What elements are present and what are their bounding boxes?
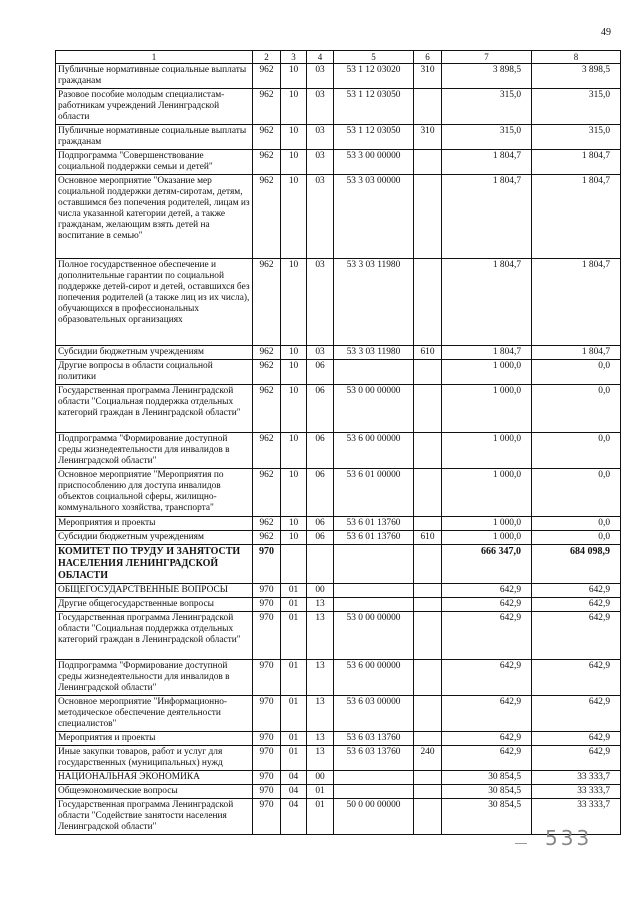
table-cell-csr	[334, 785, 414, 799]
table-cell-pr	[307, 545, 334, 584]
table-row	[56, 732, 621, 746]
table-cell-name: Основное мероприятие "Мероприятия по приспособлению для доступа инвалидов объектов социальной сферы, жилищно-коммунального хозяйства, транспорта"	[56, 469, 253, 517]
table-cell-csr: 53 3 03 00000	[334, 175, 414, 259]
table-row	[56, 360, 621, 385]
stamp-dash	[515, 843, 527, 844]
table-cell-vr	[414, 469, 442, 517]
table-cell-v2020: 3 898,5	[532, 64, 621, 89]
table-cell-vr: 610	[414, 346, 442, 360]
table-cell-pr: 03	[307, 346, 334, 360]
table-cell-vr	[414, 385, 442, 433]
table-cell-adm: 970	[253, 696, 281, 732]
table-cell-v2020: 0,0	[532, 469, 621, 517]
table-cell-adm: 962	[253, 259, 281, 346]
table-cell-v2020: 0,0	[532, 531, 621, 545]
table-cell-pr: 06	[307, 433, 334, 469]
table-cell-csr: 50 0 00 00000	[334, 799, 414, 835]
table-row	[56, 385, 621, 433]
table-cell-pr: 03	[307, 259, 334, 346]
table-cell-name: Мероприятия и проекты	[56, 517, 253, 531]
table-cell-adm: 970	[253, 598, 281, 612]
table-cell-v2020: 642,9	[532, 660, 621, 696]
table-cell-pr: 03	[307, 150, 334, 175]
table-row	[56, 433, 621, 469]
table-cell-rz: 10	[281, 125, 307, 150]
table-cell-name: Публичные нормативные социальные выплаты гражданам	[56, 64, 253, 89]
table-cell-adm: 970	[253, 785, 281, 799]
table-row	[56, 612, 621, 660]
page-number: 49	[601, 27, 611, 38]
table-cell-adm: 970	[253, 732, 281, 746]
table-cell-csr: 53 6 03 00000	[334, 696, 414, 732]
table-cell-v2019: 1 804,7	[442, 259, 532, 346]
table-cell-v2019: 642,9	[442, 584, 532, 598]
table-cell-v2019: 1 000,0	[442, 517, 532, 531]
table-cell-v2020: 0,0	[532, 517, 621, 531]
table-cell-v2020: 642,9	[532, 732, 621, 746]
table-row	[56, 517, 621, 531]
table-row	[56, 598, 621, 612]
table-cell-name: Разовое пособие молодым специалистам-работникам учреждений Ленинградской области	[56, 89, 253, 125]
header-row	[56, 51, 621, 64]
table-cell-name: Общеэкономические вопросы	[56, 785, 253, 799]
table-cell-csr: 53 1 12 03050	[334, 89, 414, 125]
table-cell-v2019: 1 000,0	[442, 531, 532, 545]
table-cell-pr: 06	[307, 531, 334, 545]
table-cell-vr: 610	[414, 531, 442, 545]
table-cell-adm: 970	[253, 612, 281, 660]
table-cell-pr: 06	[307, 385, 334, 433]
table-cell-pr: 00	[307, 771, 334, 785]
table-row	[56, 259, 621, 346]
table-cell-rz: 10	[281, 346, 307, 360]
table-cell-pr: 01	[307, 785, 334, 799]
table-row	[56, 469, 621, 517]
table-cell-name: Мероприятия и проекты	[56, 732, 253, 746]
table-cell-v2020: 33 333,7	[532, 771, 621, 785]
table-row	[56, 346, 621, 360]
table-cell-adm: 970	[253, 584, 281, 598]
table-cell-vr	[414, 732, 442, 746]
table-cell-v2020: 0,0	[532, 360, 621, 385]
table-cell-vr	[414, 433, 442, 469]
table-cell-v2020: 0,0	[532, 385, 621, 433]
table-cell-v2020: 33 333,7	[532, 785, 621, 799]
table-cell-pr: 03	[307, 175, 334, 259]
table-cell-csr: 53 6 01 13760	[334, 531, 414, 545]
table-cell-v2019: 642,9	[442, 598, 532, 612]
table-cell-rz: 04	[281, 771, 307, 785]
table-cell-adm: 970	[253, 771, 281, 785]
table-cell-pr: 13	[307, 696, 334, 732]
table-cell-rz: 10	[281, 469, 307, 517]
table-cell-v2019: 30 854,5	[442, 785, 532, 799]
table-row	[56, 531, 621, 545]
table-cell-csr: 53 6 03 13760	[334, 746, 414, 771]
header-cell: 6	[414, 51, 442, 64]
table-row	[56, 746, 621, 771]
table-cell-v2019: 30 854,5	[442, 799, 532, 835]
table-cell-v2020: 642,9	[532, 584, 621, 598]
header-cell: 1	[56, 51, 253, 64]
table-cell-pr: 06	[307, 360, 334, 385]
table-cell-rz: 10	[281, 175, 307, 259]
table-cell-rz: 10	[281, 517, 307, 531]
table-cell-name: Основное мероприятие "Информационно-методическое обеспечение деятельности специалистов"	[56, 696, 253, 732]
table-row	[56, 175, 621, 259]
table-cell-vr	[414, 799, 442, 835]
table-cell-v2020: 642,9	[532, 696, 621, 732]
table-cell-pr: 00	[307, 584, 334, 598]
table-cell-csr: 53 0 00 00000	[334, 612, 414, 660]
table-cell-pr: 13	[307, 612, 334, 660]
table-cell-v2020: 1 804,7	[532, 150, 621, 175]
table-cell-v2019: 315,0	[442, 89, 532, 125]
table-cell-pr: 13	[307, 660, 334, 696]
table-cell-vr	[414, 175, 442, 259]
table-cell-csr: 53 6 01 13760	[334, 517, 414, 531]
table-cell-rz: 10	[281, 150, 307, 175]
table-cell-name: Государственная программа Ленинградской области "Социальная поддержка отдельных категорий граждан в Ленинградской области"	[56, 385, 253, 433]
table-cell-csr	[334, 584, 414, 598]
table-cell-v2019: 642,9	[442, 612, 532, 660]
table-cell-name: Полное государственное обеспечение и дополнительные гарантии по социальной поддержке детей-сирот и детей, оставшихся без попечения родителей (а также лиц из их числа), обучающихся в профессиональных образовательных организациях	[56, 259, 253, 346]
table-cell-rz: 10	[281, 531, 307, 545]
table-cell-v2020: 315,0	[532, 125, 621, 150]
table-cell-vr	[414, 360, 442, 385]
table-cell-pr: 06	[307, 517, 334, 531]
table-cell-vr	[414, 89, 442, 125]
table-cell-rz: 01	[281, 696, 307, 732]
table-cell-adm: 962	[253, 469, 281, 517]
table-cell-csr: 53 6 01 00000	[334, 469, 414, 517]
table-cell-v2019: 642,9	[442, 746, 532, 771]
table-cell-vr	[414, 785, 442, 799]
table-cell-v2019: 1 804,7	[442, 150, 532, 175]
handwritten-stamp-icon: 533	[545, 826, 593, 850]
header-cell: 5	[334, 51, 414, 64]
table-cell-name: Субсидии бюджетным учреждениям	[56, 531, 253, 545]
table-cell-csr	[334, 360, 414, 385]
table-cell-adm: 962	[253, 346, 281, 360]
table-cell-csr: 53 3 03 11980	[334, 259, 414, 346]
table-cell-rz: 01	[281, 612, 307, 660]
table-cell-v2019: 1 000,0	[442, 385, 532, 433]
table-cell-pr: 13	[307, 598, 334, 612]
table-cell-csr	[334, 545, 414, 584]
table-cell-adm: 962	[253, 517, 281, 531]
table-cell-v2020: 684 098,9	[532, 545, 621, 584]
table-cell-rz: 01	[281, 598, 307, 612]
table-cell-csr: 53 1 12 03050	[334, 125, 414, 150]
table-cell-v2019: 1 804,7	[442, 175, 532, 259]
table-cell-name: Другие общегосударственные вопросы	[56, 598, 253, 612]
table-cell-vr	[414, 660, 442, 696]
table-row	[56, 771, 621, 785]
table-cell-name: ОБЩЕГОСУДАРСТВЕННЫЕ ВОПРОСЫ	[56, 584, 253, 598]
table-cell-vr	[414, 150, 442, 175]
table-cell-csr: 53 3 03 11980	[334, 346, 414, 360]
header-cell: 7	[442, 51, 532, 64]
table-cell-vr	[414, 584, 442, 598]
table-cell-pr: 01	[307, 799, 334, 835]
header-cell: 4	[307, 51, 334, 64]
table-cell-vr: 310	[414, 64, 442, 89]
table-cell-csr: 53 0 00 00000	[334, 385, 414, 433]
budget-table	[55, 50, 621, 835]
table-cell-name: Подпрограмма "Формирование доступной среды жизнедеятельности для инвалидов в Ленинградской области"	[56, 660, 253, 696]
table-cell-v2019: 642,9	[442, 696, 532, 732]
table-row	[56, 696, 621, 732]
header-cell: 3	[281, 51, 307, 64]
table-cell-rz: 01	[281, 732, 307, 746]
table-cell-rz: 04	[281, 785, 307, 799]
table-row	[56, 799, 621, 835]
table-cell-rz: 10	[281, 259, 307, 346]
table-cell-csr	[334, 598, 414, 612]
table-cell-name: Другие вопросы в области социальной политики	[56, 360, 253, 385]
table-cell-pr: 03	[307, 64, 334, 89]
table-row	[56, 660, 621, 696]
table-cell-csr	[334, 771, 414, 785]
table-cell-vr: 240	[414, 746, 442, 771]
table-cell-rz: 10	[281, 64, 307, 89]
table-cell-v2019: 1 804,7	[442, 346, 532, 360]
table-cell-adm: 970	[253, 746, 281, 771]
table-cell-vr	[414, 545, 442, 584]
table-cell-v2020: 0,0	[532, 433, 621, 469]
table-cell-v2020: 642,9	[532, 598, 621, 612]
table-row	[56, 64, 621, 89]
table-cell-vr	[414, 771, 442, 785]
table-cell-pr: 13	[307, 732, 334, 746]
table-cell-name: КОМИТЕТ ПО ТРУДУ И ЗАНЯТОСТИ НАСЕЛЕНИЯ ЛЕНИНГРАДСКОЙ ОБЛАСТИ	[56, 545, 253, 584]
table-cell-rz: 10	[281, 89, 307, 125]
table-cell-name: НАЦИОНАЛЬНАЯ ЭКОНОМИКА	[56, 771, 253, 785]
table-cell-csr: 53 6 03 13760	[334, 732, 414, 746]
table-cell-csr: 53 6 00 00000	[334, 433, 414, 469]
table-cell-adm: 962	[253, 175, 281, 259]
table-row	[56, 89, 621, 125]
table-cell-name: Основное мероприятие "Оказание мер социальной поддержки детям-сиротам, детям, оставшимся без попечения родителей, лицам из числа указанной категории детей, а также гражданам, желающим взять детей на воспитание в семью"	[56, 175, 253, 259]
table-cell-adm: 962	[253, 385, 281, 433]
table-cell-name: Подпрограмма "Формирование доступной среды жизнедеятельности для инвалидов в Ленинградской области"	[56, 433, 253, 469]
table-cell-pr: 03	[307, 89, 334, 125]
table-cell-rz: 10	[281, 385, 307, 433]
table-cell-rz: 04	[281, 799, 307, 835]
table-cell-csr: 53 6 00 00000	[334, 660, 414, 696]
table-cell-adm: 962	[253, 125, 281, 150]
table-cell-v2019: 30 854,5	[442, 771, 532, 785]
table-cell-csr: 53 1 12 03020	[334, 64, 414, 89]
table-cell-v2020: 33 333,7	[532, 799, 621, 835]
table-cell-adm: 962	[253, 360, 281, 385]
table-cell-vr	[414, 259, 442, 346]
table-cell-v2019: 1 000,0	[442, 469, 532, 517]
table-cell-rz: 01	[281, 746, 307, 771]
table-cell-adm: 962	[253, 89, 281, 125]
table-cell-adm: 970	[253, 660, 281, 696]
table-cell-vr	[414, 517, 442, 531]
table-cell-v2020: 642,9	[532, 612, 621, 660]
table-cell-vr: 310	[414, 125, 442, 150]
table-cell-v2020: 642,9	[532, 746, 621, 771]
table-cell-adm: 962	[253, 64, 281, 89]
table-cell-adm: 970	[253, 545, 281, 584]
table-cell-name: Государственная программа Ленинградской области "Содействие занятости населения Ленинградской области"	[56, 799, 253, 835]
table-row	[56, 785, 621, 799]
table-cell-name: Субсидии бюджетным учреждениям	[56, 346, 253, 360]
table-cell-pr: 03	[307, 125, 334, 150]
table-cell-name: Публичные нормативные социальные выплаты гражданам	[56, 125, 253, 150]
table-cell-v2020: 1 804,7	[532, 259, 621, 346]
table-cell-v2019: 642,9	[442, 660, 532, 696]
table-cell-adm: 962	[253, 150, 281, 175]
table-cell-pr: 13	[307, 746, 334, 771]
table-cell-v2019: 666 347,0	[442, 545, 532, 584]
table-cell-adm: 962	[253, 433, 281, 469]
table-cell-v2019: 3 898,5	[442, 64, 532, 89]
table-row	[56, 150, 621, 175]
table-cell-rz	[281, 545, 307, 584]
table-cell-v2020: 1 804,7	[532, 346, 621, 360]
header-cell: 8	[532, 51, 621, 64]
table-cell-csr: 53 3 00 00000	[334, 150, 414, 175]
table-cell-v2019: 1 000,0	[442, 433, 532, 469]
table-cell-vr	[414, 612, 442, 660]
table-cell-v2019: 315,0	[442, 125, 532, 150]
table-cell-pr: 06	[307, 469, 334, 517]
table-row	[56, 584, 621, 598]
table-cell-v2020: 1 804,7	[532, 175, 621, 259]
table-cell-rz: 10	[281, 433, 307, 469]
table-cell-adm: 962	[253, 531, 281, 545]
table-cell-vr	[414, 696, 442, 732]
table-row	[56, 545, 621, 584]
table-row	[56, 125, 621, 150]
table-cell-name: Государственная программа Ленинградской области "Социальная поддержка отдельных категорий граждан в Ленинградской области"	[56, 612, 253, 660]
table-cell-name: Иные закупки товаров, работ и услуг для государственных (муниципальных) нужд	[56, 746, 253, 771]
header-cell: 2	[253, 51, 281, 64]
table-cell-name: Подпрограмма "Совершенствование социальной поддержки семьи и детей"	[56, 150, 253, 175]
table-cell-v2019: 1 000,0	[442, 360, 532, 385]
table-cell-v2019: 642,9	[442, 732, 532, 746]
table-cell-v2020: 315,0	[532, 89, 621, 125]
table-cell-adm: 970	[253, 799, 281, 835]
table-cell-rz: 01	[281, 660, 307, 696]
table-cell-rz: 10	[281, 360, 307, 385]
table-cell-vr	[414, 598, 442, 612]
table-cell-rz: 01	[281, 584, 307, 598]
